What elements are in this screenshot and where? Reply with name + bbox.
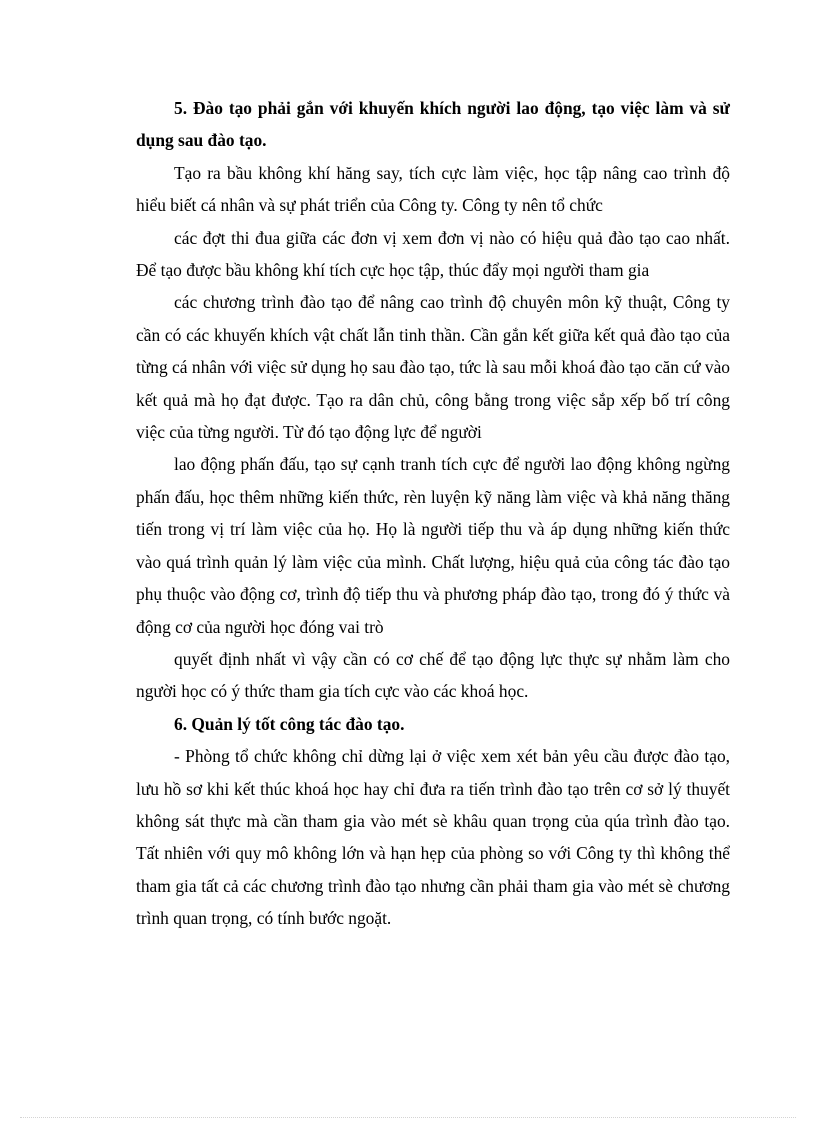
section-5-paragraph-3: các chương trình đào tạo để nâng cao trình độ chuyên môn kỹ thuật, Công ty cần có các khuyến khích vật chất lẫn tinh thần. Cần gắn kết giữa kết quả đào tạo của từng cá nhân với việc sử dụng họ sau đào tạo, tức là sau mỗi khoá đào tạo căn cứ vào kết quả mà họ đạt được. Tạo ra dân chủ, công bằng trong việc sắp xếp bố trí công việc của từng người. Từ đó tạo động lực để người — [136, 292, 730, 443]
section-6-heading: 6. Quản lý tốt công tác đào tạo. — [174, 713, 405, 734]
section-5-heading: 5. Đào tạo phải gắn với khuyến khích người lao động, tạo việc làm và sử dụng sau đào tạo. — [136, 98, 730, 151]
section-5-paragraph-4: lao động phấn đấu, tạo sự cạnh tranh tích cực để người lao động không ngừng phấn đấu, học thêm những kiến thức, rèn luyện kỹ năng làm việc và khả năng thăng tiến trong vị trí làm việc của họ. Họ là người tiếp thu và áp dụng những kiến thức vào quá trình quản lý làm việc của mình. Chất lượng, hiệu quả của công tác đào tạo phụ thuộc vào động cơ, trình độ tiếp thu và phương pháp đào tạo, trong đó ý thức và động cơ của người học đóng vai trò — [136, 454, 730, 637]
section-5-paragraph-5: quyết định nhất vì vậy cần có cơ chế để tạo động lực thực sự nhằm làm cho người học có ý thức tham gia tích cực vào các khoá học. — [136, 648, 730, 702]
section-5-paragraph-1: Tạo ra bầu không khí hăng say, tích cực làm việc, học tập nâng cao trình độ hiểu biết cá nhân và sự phát triển của Công ty. Công ty nên tổ chức — [136, 162, 730, 216]
document-body — [136, 92, 730, 935]
section-6-paragraph-1: - Phòng tổ chức không chỉ dừng lại ở việc xem xét bản yêu cầu được đào tạo, lưu hồ sơ khi kết thúc khoá học hay chỉ đưa ra tiến trình đào tạo trên cơ sở lý thuyết không sát thực mà cần tham gia vào mét sè khâu quan trọng của qúa trình đào tạo. Tất nhiên với quy mô không lớn và hạn hẹp của phòng so với Công ty thì không thể tham gia tất cả các chương trình đào tạo nhưng cần phải tham gia vào mét sè chương trình quan trọng, có tính bước ngoặt. — [136, 746, 730, 929]
section-5-paragraph-2: các đợt thi đua giữa các đơn vị xem đơn vị nào có hiệu quả đào tạo cao nhất. Để tạo được bầu không khí tích cực học tập, thúc đẩy mọi người tham gia — [136, 227, 730, 281]
page-bottom-divider — [20, 1117, 796, 1118]
